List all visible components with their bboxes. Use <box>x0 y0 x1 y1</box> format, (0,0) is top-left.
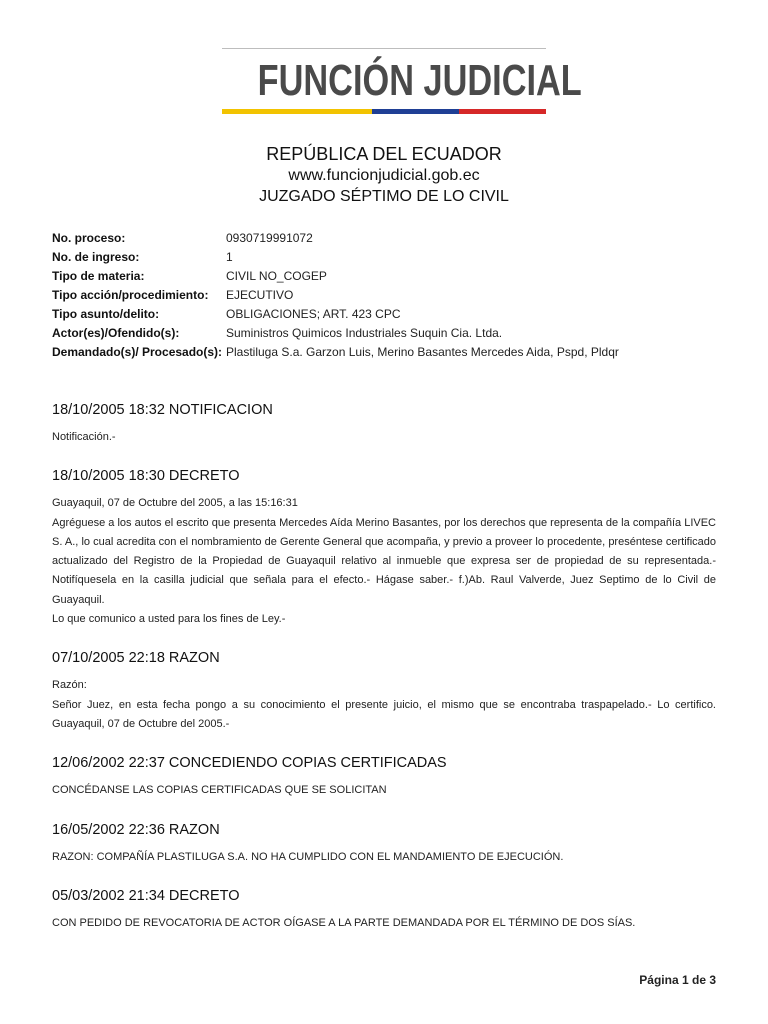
info-row <box>52 231 722 246</box>
info-value: Suministros Quimicos Industriales Suquin Cia. Ltda. <box>226 326 503 340</box>
entry-line: Señor Juez, en esta fecha pongo a su conocimiento el presente juicio, el mismo que se encontraba traspapelado.- Lo certifico. Guayaquil, 07 de Octubre del 2005.- <box>52 698 716 730</box>
entry-body <box>52 781 716 800</box>
info-label: Tipo asunto/delito: <box>52 307 160 321</box>
entry-title: 05/03/2002 21:34 DECRETO <box>52 887 240 904</box>
logo-bar-red <box>459 109 546 114</box>
page-number: Página 1 de 3 <box>639 973 716 987</box>
logo-top-rule <box>222 48 546 49</box>
entry-body <box>52 848 716 867</box>
logo-bar-yellow <box>222 109 372 114</box>
info-label: No. de ingreso: <box>52 250 140 264</box>
logo-text: FUNCIÓN JUDICIAL <box>257 56 582 105</box>
court-title: JUZGADO SÉPTIMO DE LO CIVIL <box>259 188 509 205</box>
entry-body <box>52 494 716 629</box>
info-row <box>52 250 722 265</box>
info-label: No. proceso: <box>52 231 126 245</box>
info-value: OBLIGACIONES; ART. 423 CPC <box>226 307 401 321</box>
case-entries-list <box>52 400 716 952</box>
case-entry <box>52 648 716 734</box>
entry-title: 12/06/2002 22:37 CONCEDIENDO COPIAS CERTIFICADAS <box>52 755 447 772</box>
info-row <box>52 288 722 303</box>
case-entry <box>52 466 716 629</box>
case-entry <box>52 753 716 800</box>
document-header <box>0 142 768 208</box>
logo-bar-blue <box>372 109 459 114</box>
info-row <box>52 269 722 284</box>
entry-line: Agréguese a los autos el escrito que presenta Mercedes Aída Merino Basantes, por los derechos que representa de la compañía LIVEC S. A., lo cual acredita con el nombramiento de Gerente General que acompaña, y previo a proveer lo procedente, preséntese certificado actualizado del Registro de la Propiedad de Guayaquil relativo al inmueble que expresa ser de propiedad de su representada.- Notifíquesela en la casilla judicial que señala para el efecto.- Hágase saber.- f.)Ab. Raul Valverde, Juez Septimo de lo Civil de Guayaquil. <box>52 516 716 606</box>
funcion-judicial-logo <box>222 48 582 114</box>
info-label: Demandado(s)/ Procesado(s): <box>52 345 223 359</box>
logo-flag-bar <box>222 109 546 114</box>
info-row <box>52 307 722 322</box>
info-label: Tipo de materia: <box>52 269 145 283</box>
entry-line: Notificación.- <box>52 431 116 443</box>
entry-body <box>52 428 716 447</box>
entry-title: 18/10/2005 18:30 DECRETO <box>52 468 240 485</box>
info-value: 1 <box>226 250 233 264</box>
info-value: 0930719991072 <box>226 231 313 245</box>
case-entry <box>52 820 716 867</box>
info-value: EJECUTIVO <box>226 288 294 302</box>
info-label: Actor(es)/Ofendido(s): <box>52 326 180 340</box>
country-title: REPÚBLICA DEL ECUADOR <box>266 144 502 164</box>
entry-line: CONCÉDANSE LAS COPIAS CERTIFICADAS QUE SE SOLICITAN <box>52 784 387 797</box>
info-row <box>52 345 722 360</box>
entry-body <box>52 676 716 734</box>
entry-line: CON PEDIDO DE REVOCATORIA DE ACTOR OÍGASE A LA PARTE DEMANDADA POR EL TÉRMINO DE DOS SÍAS. <box>52 916 636 929</box>
entry-line: RAZON: COMPAÑÍA PLASTILUGA S.A. NO HA CUMPLIDO CON EL MANDAMIENTO DE EJECUCIÓN. <box>52 850 564 863</box>
info-value: Plastiluga S.a. Garzon Luis, Merino Basantes Mercedes Aida, Pspd, Pldqr <box>226 345 619 359</box>
entry-line: Razón: <box>52 679 87 692</box>
info-label: Tipo acción/procedimiento: <box>52 288 209 302</box>
entry-line: Lo que comunico a usted para los fines de Ley.- <box>52 613 286 626</box>
entry-title: 18/10/2005 18:32 NOTIFICACION <box>52 402 273 418</box>
case-entry <box>52 400 716 447</box>
entry-title: 16/05/2002 22:36 RAZON <box>52 821 220 838</box>
entry-title: 07/10/2005 22:18 RAZON <box>52 650 220 667</box>
case-entry <box>52 886 716 933</box>
entry-line: Guayaquil, 07 de Octubre del 2005, a las 15:16:31 <box>52 497 298 510</box>
website-text: www.funcionjudicial.gob.ec <box>288 167 480 184</box>
case-info-table <box>52 231 722 364</box>
entry-body <box>52 914 716 933</box>
info-value: CIVIL NO_COGEP <box>226 269 327 283</box>
info-row <box>52 326 722 341</box>
